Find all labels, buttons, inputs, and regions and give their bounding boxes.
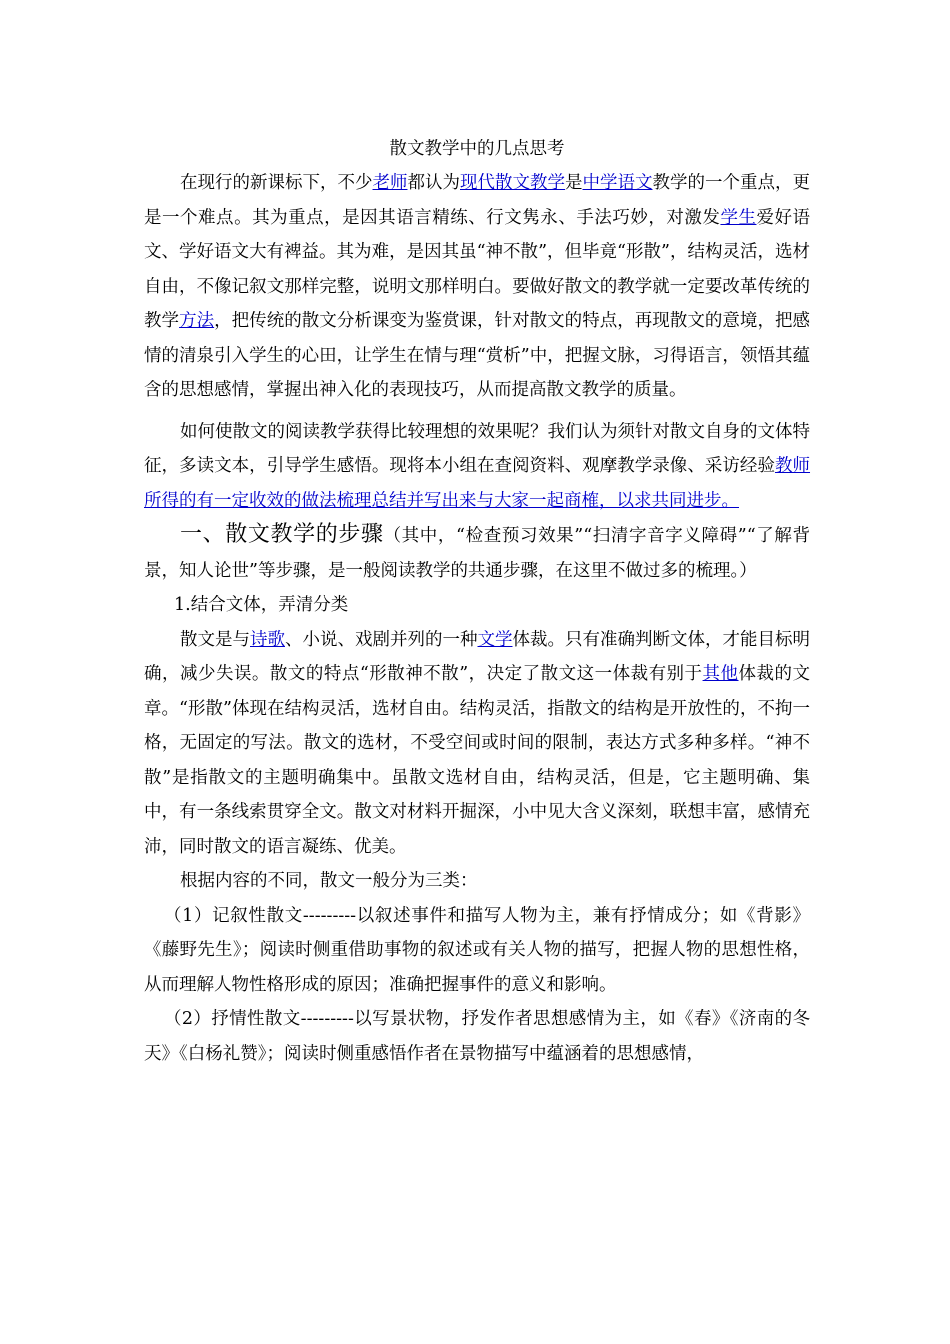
list-item-lyrical-prose: （2）抒情性散文---------以写景状物，抒发作者思想感情为主，如《春》《济南的冬天》《白杨礼赞》；阅读时侧重感悟作者在景物描写中蕴涵着的思想感情， bbox=[144, 1009, 810, 1064]
text-run: 是 bbox=[565, 173, 583, 193]
document-body bbox=[144, 132, 810, 1071]
classification-intro: 根据内容的不同，散文一般分为三类： bbox=[180, 871, 478, 891]
link-teacher[interactable]: 老师 bbox=[372, 173, 408, 193]
text-run: 在现行的新课标下，不少 bbox=[180, 173, 373, 193]
link-modern-prose-teaching[interactable]: 现代散文教学 bbox=[460, 173, 565, 193]
link-method[interactable]: 方法 bbox=[179, 311, 215, 331]
section-heading: 一、散文教学的步骤 bbox=[180, 522, 384, 547]
method-paragraph bbox=[144, 415, 810, 519]
link-literature[interactable]: 文学 bbox=[477, 629, 513, 650]
link-teacher-practice[interactable]: 教师所得的有一定收效的做法梳理总结并写出来与大家一起商榷，以求共同进步。 bbox=[144, 456, 811, 511]
text-run: 如何使散文的阅读教学获得比较理想的效果呢？我们认为须针对散文自身的文体特征，多读文本，引导学生感悟。现将本小组在查阅资料、观摩教学录像、采访经验 bbox=[144, 421, 810, 476]
link-student[interactable]: 学生 bbox=[720, 207, 757, 228]
section-note: （其中，“检查预习效果”“扫清字音字义障碍”“了解背景，知人论世”等步骤，是一般阅读教学的共通步骤，在这里不做过多的梳理。） bbox=[144, 526, 810, 581]
list-item-narrative-prose: （1）记叙性散文---------以叙述事件和描写人物为主，兼有抒情成分；如《背影》《藤野先生》；阅读时侧重借助事物的叙述或有关人物的描写，把握人物的思想性格，从而理解人物性格形成的原因；准确把握事件的意义和影响。 bbox=[144, 905, 810, 995]
text-run: 爱好语文、学好语文大有裨益。其为难，是因其虽“神不散”，但毕竟“形散”，结构灵活，选材自由，不像记叙文那样完整，说明文那样明白。要做好散文的教学就一定要改革传统的教学 bbox=[144, 207, 811, 331]
text-run: 、小说、戏剧并列的一种 bbox=[285, 629, 478, 650]
link-poetry[interactable]: 诗歌 bbox=[250, 629, 285, 650]
section-heading-paragraph bbox=[144, 518, 810, 588]
document-title: 散文教学中的几点思考 bbox=[389, 139, 565, 159]
text-run: 体裁的文章。“形散”体现在结构灵活，选材自由。结构灵活，指散文的结构是开放性的，不拘一格，无固定的写法。散文的选材，不受空间或时间的限制，表达方式多种多样。“神不散”是指散文的主题明确集中。虽散文选材自由，结构灵活，但是，它主题明确、集中，有一条线索贯穿全文。散文对材料开掘深，小中见大含义深刻，联想丰富，感情充沛，同时散文的语言凝练、优美。 bbox=[144, 664, 810, 857]
text-run: 体裁。只有准确判断文体，才能目标明确，减少失误。散文的特点“形散神不散”，决定了散文这一体裁有别于 bbox=[144, 629, 810, 684]
text-run: 教学的一个重点，更是一个难点。其为重点，是因其语言精练、行文隽永、手法巧妙，对激发 bbox=[144, 173, 810, 228]
link-middle-school-chinese[interactable]: 中学语文 bbox=[582, 173, 653, 193]
link-other[interactable]: 其他 bbox=[702, 664, 739, 684]
text-run: ，把传统的散文分析课变为鉴赏课，针对散文的特点，再现散文的意境，把感情的清泉引入学生的心田，让学生在情与理“赏析”中，把握文脉，习得语言，领悟其蕴含的思想感情，掌握出神入化的表现技巧，从而提高散文教学的质量。 bbox=[144, 311, 811, 400]
text-run: 散文是与 bbox=[180, 629, 250, 650]
subsection-heading: 1.结合文体，弄清分类 bbox=[174, 595, 349, 615]
text-run: 都认为 bbox=[407, 173, 460, 193]
intro-paragraph bbox=[144, 166, 810, 408]
genre-paragraph bbox=[144, 623, 810, 865]
